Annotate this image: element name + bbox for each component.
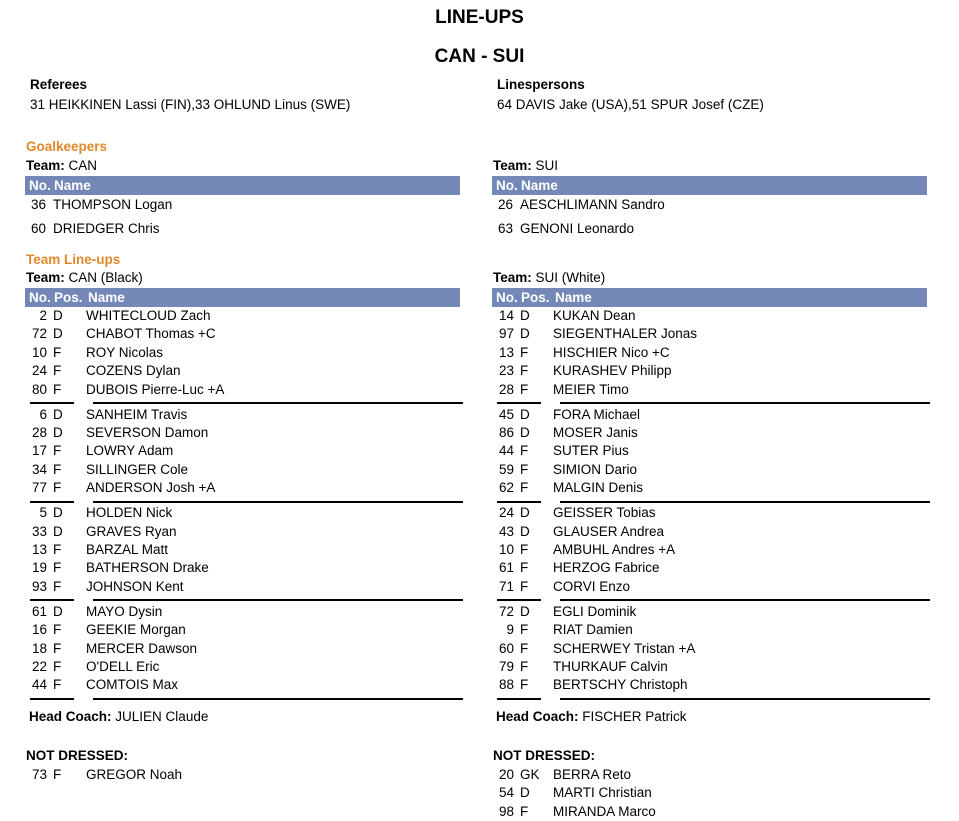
player-position: F — [53, 480, 62, 496]
player-name: WHITECLOUD Zach — [86, 308, 211, 323]
player-number: 16 — [31, 622, 47, 638]
player-row — [490, 442, 910, 460]
player-position: F — [520, 480, 529, 496]
head-coach-name: JULIEN Claude — [115, 709, 209, 724]
player-position: F — [520, 344, 529, 360]
player-row — [23, 325, 443, 343]
player-row — [490, 541, 910, 559]
player-number: 22 — [31, 659, 47, 674]
head-coach-label: Head Coach: — [496, 709, 579, 724]
player-row — [490, 676, 910, 694]
player-name: EGLI Dominik — [553, 603, 637, 619]
page-title: LINE-UPS — [435, 7, 524, 28]
player-name: SANHEIM Travis — [86, 406, 188, 422]
lineup-team-label: Team: — [493, 270, 532, 285]
player-position: D — [520, 326, 530, 342]
player-row — [490, 523, 910, 541]
player-position: D — [520, 425, 530, 440]
player-number: 86 — [498, 425, 514, 440]
player-row — [23, 442, 443, 460]
player-number: 63 — [497, 221, 513, 236]
player-row — [23, 362, 443, 380]
player-number: 44 — [498, 443, 514, 459]
player-position: D — [53, 308, 63, 323]
line-separator — [30, 402, 74, 404]
player-position: F — [53, 578, 62, 594]
player-number: 13 — [31, 542, 47, 557]
line-separator — [30, 501, 74, 503]
player-number: 5 — [39, 505, 47, 521]
player-row — [490, 559, 910, 577]
player-name: BERTSCHY Christoph — [553, 677, 688, 693]
lineup-team-name: CAN (Black) — [68, 270, 143, 285]
player-position: D — [520, 406, 530, 422]
player-row — [490, 344, 910, 362]
line-separator — [497, 698, 541, 700]
player-number: 24 — [498, 505, 514, 521]
player-name: DUBOIS Pierre-Luc +A — [86, 381, 225, 397]
player-number: 59 — [498, 461, 514, 477]
player-row — [23, 658, 443, 676]
line-separator — [93, 501, 463, 503]
line-separator — [560, 698, 930, 700]
player-position: F — [53, 560, 62, 576]
player-row — [23, 523, 443, 541]
player-row — [23, 766, 443, 784]
player-name: RIAT Damien — [553, 622, 633, 638]
player-name: CORVI Enzo — [553, 578, 631, 594]
player-position: D — [53, 406, 63, 422]
lineup-team-left — [26, 270, 143, 285]
player-number: 33 — [31, 523, 47, 539]
player-number: 44 — [31, 677, 47, 693]
player-number: 61 — [31, 603, 47, 619]
player-name: MARTI Christian — [553, 785, 652, 801]
player-number: 60 — [30, 221, 46, 236]
player-position: F — [53, 622, 62, 638]
col-no-header: No. — [29, 290, 51, 305]
player-row — [490, 461, 910, 479]
player-name: GEISSER Tobias — [553, 505, 656, 521]
player-name: SCHERWEY Tristan +A — [553, 640, 696, 656]
not-dressed-label-right: NOT DRESSED: — [493, 748, 596, 763]
col-pos-header: Pos. — [54, 290, 83, 305]
player-name: BERRA Reto — [553, 767, 632, 782]
col-no-header: No. — [496, 178, 518, 193]
player-name: THURKAUF Calvin — [553, 659, 668, 674]
col-name-header: Name — [555, 290, 592, 305]
player-name: DRIEDGER Chris — [53, 221, 160, 236]
player-number: 71 — [498, 578, 514, 594]
player-row — [490, 362, 910, 380]
line-separator — [560, 501, 930, 503]
player-name: COMTOIS Max — [86, 677, 179, 693]
player-position: D — [520, 603, 530, 619]
gk-team-label: Team: — [26, 158, 65, 173]
player-row — [490, 640, 910, 658]
player-number: 60 — [498, 640, 514, 656]
player-position: F — [520, 640, 529, 656]
player-name: KUKAN Dean — [553, 308, 636, 323]
head-coach-name: FISCHER Patrick — [582, 709, 687, 724]
col-name-header: Name — [521, 178, 558, 193]
player-name: THOMPSON Logan — [53, 197, 173, 212]
player-name: GLAUSER Andrea — [553, 523, 665, 539]
player-name: GRAVES Ryan — [86, 523, 177, 539]
col-pos-header: Pos. — [521, 290, 550, 305]
gk-team-left — [26, 158, 97, 173]
col-no-header: No. — [29, 178, 51, 193]
lineup-team-label: Team: — [26, 270, 65, 285]
player-row — [490, 424, 910, 442]
player-number: 28 — [31, 425, 47, 440]
player-name: ROY Nicolas — [86, 344, 164, 360]
player-position: F — [53, 677, 62, 693]
line-separator — [30, 698, 74, 700]
gk-team-name: CAN — [68, 158, 98, 173]
line-separator — [497, 599, 541, 601]
goalkeepers-heading: Goalkeepers — [26, 139, 108, 154]
player-position: F — [520, 381, 529, 397]
player-number: 20 — [498, 767, 514, 782]
player-row — [23, 381, 443, 399]
player-row — [490, 406, 910, 424]
player-number: 45 — [498, 406, 514, 422]
col-name-header: Name — [54, 178, 91, 193]
line-separator — [93, 599, 463, 601]
lineup-header-left — [25, 288, 460, 307]
player-name: MAYO Dysin — [86, 603, 163, 619]
player-row — [490, 504, 910, 522]
player-position: F — [520, 363, 529, 379]
player-row — [23, 504, 443, 522]
player-number: 9 — [506, 622, 514, 638]
player-row — [490, 325, 910, 343]
player-number: 72 — [31, 326, 47, 342]
player-row — [490, 479, 910, 497]
player-row — [23, 676, 443, 694]
player-position: D — [520, 308, 530, 323]
player-name: O'DELL Eric — [86, 659, 160, 674]
player-number: 14 — [498, 308, 514, 323]
line-separator — [560, 599, 930, 601]
referees-value: 31 HEIKKINEN Lassi (FIN),33 OHLUND Linus (SWE) — [30, 97, 351, 112]
player-number: 28 — [498, 381, 514, 397]
gk-team-name: SUI — [535, 158, 559, 173]
col-name-header: Name — [88, 290, 125, 305]
player-position: F — [520, 659, 529, 674]
player-number: 61 — [498, 560, 514, 576]
player-position: F — [53, 344, 62, 360]
player-name: BATHERSON Drake — [86, 560, 209, 576]
line-separator — [560, 402, 930, 404]
player-number: 72 — [498, 603, 514, 619]
player-number: 79 — [498, 659, 514, 674]
player-row — [490, 381, 910, 399]
player-row — [23, 424, 443, 442]
player-name: AESCHLIMANN Sandro — [520, 197, 665, 212]
lineup-team-right — [493, 270, 605, 285]
player-position: F — [520, 461, 529, 477]
player-row — [23, 559, 443, 577]
player-name: BARZAL Matt — [86, 542, 169, 557]
player-name: GENONI Leonardo — [520, 221, 635, 236]
player-number: 54 — [498, 785, 514, 801]
player-name: HISCHIER Nico +C — [553, 344, 670, 360]
player-number: 6 — [39, 406, 47, 422]
player-row — [22, 196, 442, 214]
lineup-team-name: SUI (White) — [535, 270, 606, 285]
gk-team-label: Team: — [493, 158, 532, 173]
player-number: 62 — [498, 480, 514, 496]
player-number: 80 — [31, 381, 47, 397]
player-name: SILLINGER Cole — [86, 461, 189, 477]
player-position: F — [520, 560, 529, 576]
player-number: 2 — [39, 308, 47, 323]
player-number: 10 — [498, 542, 514, 557]
player-position: F — [53, 542, 62, 557]
player-number: 88 — [498, 677, 514, 693]
player-position: D — [53, 326, 63, 342]
player-name: JOHNSON Kent — [86, 578, 184, 594]
not-dressed-label-left: NOT DRESSED: — [26, 748, 129, 763]
player-position: F — [53, 640, 62, 656]
player-position: F — [520, 622, 529, 638]
player-name: CHABOT Thomas +C — [86, 326, 216, 342]
player-row — [23, 621, 443, 639]
line-separator — [497, 501, 541, 503]
player-position: F — [520, 578, 529, 594]
player-name: GREGOR Noah — [86, 767, 183, 782]
player-name: FORA Michael — [553, 406, 641, 422]
head-coach-right — [496, 709, 687, 724]
player-position: D — [53, 425, 63, 440]
lineups-heading: Team Line-ups — [26, 252, 121, 267]
player-position: F — [520, 542, 529, 557]
player-position: GK — [520, 767, 540, 782]
player-number: 77 — [31, 480, 47, 496]
linespersons-label: Linespersons — [497, 77, 585, 92]
player-name: KURASHEV Philipp — [553, 363, 672, 379]
player-number: 34 — [31, 461, 47, 477]
player-row — [490, 578, 910, 596]
player-row — [490, 307, 910, 325]
linespersons-value: 64 DAVIS Jake (USA),51 SPUR Josef (CZE) — [497, 97, 764, 112]
player-number: 19 — [31, 560, 47, 576]
player-position: F — [53, 443, 62, 459]
player-row — [23, 603, 443, 621]
player-row — [23, 344, 443, 362]
player-position: D — [520, 785, 530, 801]
player-name: MOSER Janis — [553, 425, 638, 440]
player-name: GEEKIE Morgan — [86, 622, 186, 638]
player-name: MALGIN Denis — [553, 480, 644, 496]
head-coach-label: Head Coach: — [29, 709, 112, 724]
player-position: F — [53, 461, 62, 477]
referees-label: Referees — [30, 77, 88, 92]
player-name: AMBUHL Andres +A — [553, 542, 676, 557]
player-name: LOWRY Adam — [86, 443, 174, 459]
player-number: 10 — [31, 344, 47, 360]
player-number: 24 — [31, 363, 47, 379]
player-number: 97 — [498, 326, 514, 342]
player-number: 17 — [31, 443, 47, 459]
player-position: D — [520, 523, 530, 539]
player-number: 13 — [498, 344, 514, 360]
player-name: COZENS Dylan — [86, 363, 181, 379]
player-position: F — [520, 677, 529, 693]
player-row — [490, 766, 910, 784]
player-name: ANDERSON Josh +A — [86, 480, 216, 496]
player-number: 93 — [31, 578, 47, 594]
player-row — [23, 307, 443, 325]
player-row — [490, 621, 910, 639]
player-number: 98 — [498, 803, 514, 819]
player-name: SUTER Pius — [553, 443, 629, 459]
player-row — [23, 406, 443, 424]
player-row — [23, 640, 443, 658]
player-row — [22, 220, 442, 238]
player-position: F — [53, 363, 62, 379]
player-position: D — [53, 603, 63, 619]
line-separator — [93, 402, 463, 404]
player-number: 36 — [30, 197, 46, 212]
player-name: MIRANDA Marco — [553, 803, 656, 819]
player-position: D — [53, 523, 63, 539]
player-number: 18 — [31, 640, 47, 656]
player-row — [23, 578, 443, 596]
line-separator — [30, 599, 74, 601]
line-separator — [497, 402, 541, 404]
player-name: SEVERSON Damon — [86, 425, 209, 440]
head-coach-left — [29, 709, 208, 724]
player-name: HOLDEN Nick — [86, 505, 173, 521]
gk-team-right — [493, 158, 558, 173]
player-row — [490, 603, 910, 621]
match-title: CAN - SUI — [434, 46, 525, 67]
gk-header-left — [25, 176, 460, 195]
player-row — [490, 784, 910, 802]
player-name: MERCER Dawson — [86, 640, 198, 656]
player-row — [23, 541, 443, 559]
player-name: SIEGENTHALER Jonas — [553, 326, 698, 342]
player-position: F — [53, 767, 62, 782]
player-position: D — [53, 505, 63, 521]
gk-header-right — [492, 176, 927, 195]
player-number: 73 — [31, 767, 47, 782]
player-name: HERZOG Fabrice — [553, 560, 660, 576]
player-position: F — [520, 803, 529, 819]
player-name: SIMION Dario — [553, 461, 638, 477]
player-row — [489, 220, 909, 238]
line-separator — [93, 698, 463, 700]
player-name: MEIER Timo — [553, 381, 629, 397]
player-position: F — [53, 659, 62, 674]
player-position: F — [53, 381, 62, 397]
player-row — [489, 196, 909, 214]
player-position: F — [520, 443, 529, 459]
col-no-header: No. — [496, 290, 518, 305]
player-number: 26 — [497, 197, 513, 212]
player-row — [490, 658, 910, 676]
player-position: D — [520, 505, 530, 521]
player-row — [23, 479, 443, 497]
lineup-header-right — [492, 288, 927, 307]
player-row — [23, 461, 443, 479]
player-number: 43 — [498, 523, 514, 539]
player-number: 23 — [498, 363, 514, 379]
